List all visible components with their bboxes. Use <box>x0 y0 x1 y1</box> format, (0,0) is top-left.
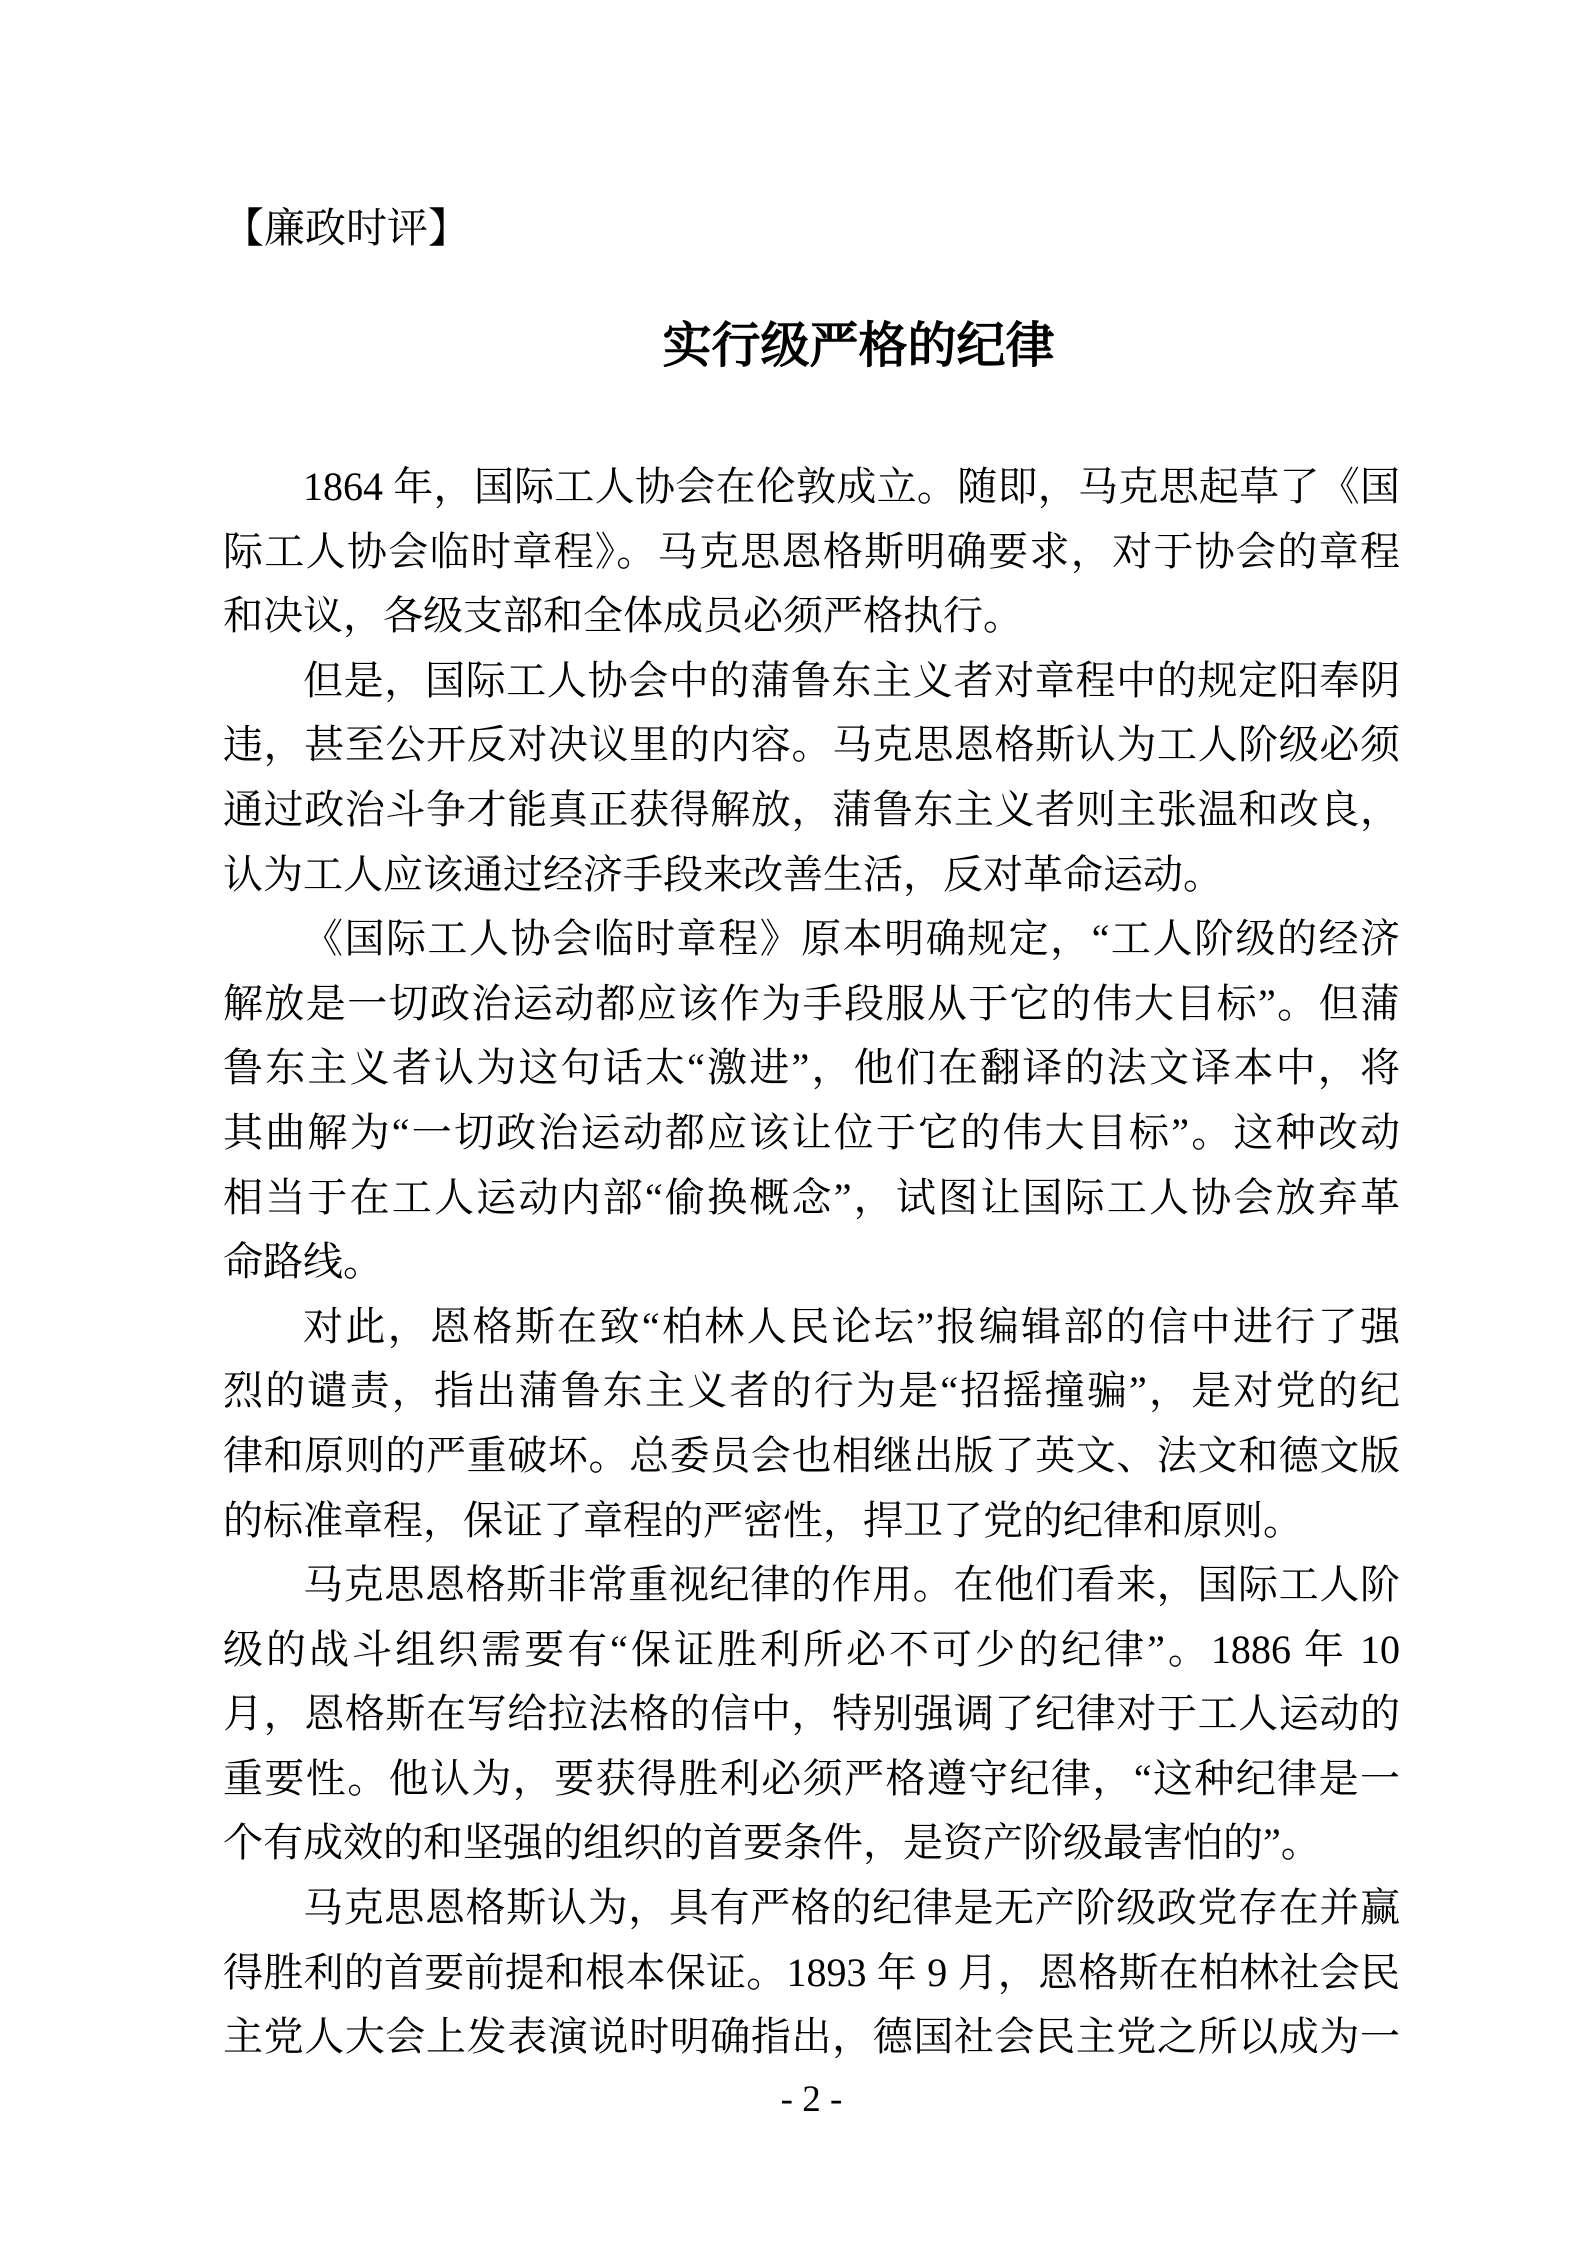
text-line: 个有成效的和坚强的组织的首要条件，是资产阶级最害怕的”。 <box>223 1820 1321 1866</box>
text-line: 通过政治斗争才能真正获得解放，蒲鲁东主义者则主张温和改良， <box>223 786 1400 832</box>
page-number: - 2 - <box>780 2079 843 2120</box>
text-line: 主党人大会上发表演说时明确指出，德国社会民主党之所以成为一 <box>223 2014 1400 2060</box>
paragraph <box>223 455 1400 649</box>
text-line: 解放是一切政治运动都应该作为手段服从于它的伟大目标”。但蒲 <box>223 980 1400 1026</box>
paragraph <box>223 1295 1400 1553</box>
text-line: 其曲解为“一切政治运动都应该让位于它的伟大目标”。这种改动 <box>223 1109 1400 1155</box>
text-line: 马克思恩格斯非常重视纪律的作用。在他们看来，国际工人阶 <box>303 1562 1400 1608</box>
article-body <box>223 455 1400 2070</box>
paragraph <box>223 649 1400 907</box>
text-line: 命路线。 <box>223 1239 383 1285</box>
text-line: 月，恩格斯在写给拉法格的信中，特别强调了纪律对于工人运动的 <box>223 1691 1400 1737</box>
article-title: 实行级严格的纪律 <box>662 318 1055 373</box>
paragraph <box>223 907 1400 1295</box>
text-line: 重要性。他认为，要获得胜利必须严格遵守纪律，“这种纪律是一 <box>223 1755 1400 1801</box>
text-line: 际工人协会临时章程》。马克思恩格斯明确要求，对于协会的章程 <box>223 528 1400 574</box>
text-line: 得胜利的首要前提和根本保证。1893 年 9 月，恩格斯在柏林社会民 <box>223 1949 1400 1995</box>
text-line: 1864 年，国际工人协会在伦敦成立。随即，马克思起草了《国 <box>303 464 1400 509</box>
text-line: 相当于在工人运动内部“偷换概念”，试图让国际工人协会放弃革 <box>223 1174 1400 1220</box>
text-line: 认为工人应该通过经济手段来改善生活，反对革命运动。 <box>223 851 1223 897</box>
text-line: 《国际工人协会临时章程》原本明确规定，“工人阶级的经济 <box>303 916 1400 962</box>
text-line: 违，甚至公开反对决议里的内容。马克思恩格斯认为工人阶级必须 <box>223 722 1400 768</box>
text-line: 律和原则的严重破坏。总委员会也相继出版了英文、法文和德文版 <box>223 1432 1400 1478</box>
text-line: 但是，国际工人协会中的蒲鲁东主义者对章程中的规定阳奉阴 <box>303 657 1400 703</box>
text-line: 对此，恩格斯在致“柏林人民论坛”报编辑部的信中进行了强 <box>303 1303 1400 1349</box>
text-line: 的标准章程，保证了章程的严密性，捍卫了党的纪律和原则。 <box>223 1497 1303 1543</box>
paragraph <box>223 1876 1400 2070</box>
paragraph <box>223 1553 1400 1876</box>
column-tag: 【廉政时评】 <box>223 205 469 251</box>
text-line: 马克思恩格斯认为，具有严格的纪律是无产阶级政党存在并赢 <box>303 1885 1400 1931</box>
text-line: 烈的谴责，指出蒲鲁东主义者的行为是“招摇撞骗”，是对党的纪 <box>223 1368 1400 1414</box>
text-line: 级的战斗组织需要有“保证胜利所必不可少的纪律”。1886 年 10 <box>223 1626 1400 1672</box>
text-line: 鲁东主义者认为这句话太“激进”，他们在翻译的法文译本中，将 <box>223 1045 1400 1091</box>
text-line: 和决议，各级支部和全体成员必须严格执行。 <box>223 593 1023 639</box>
